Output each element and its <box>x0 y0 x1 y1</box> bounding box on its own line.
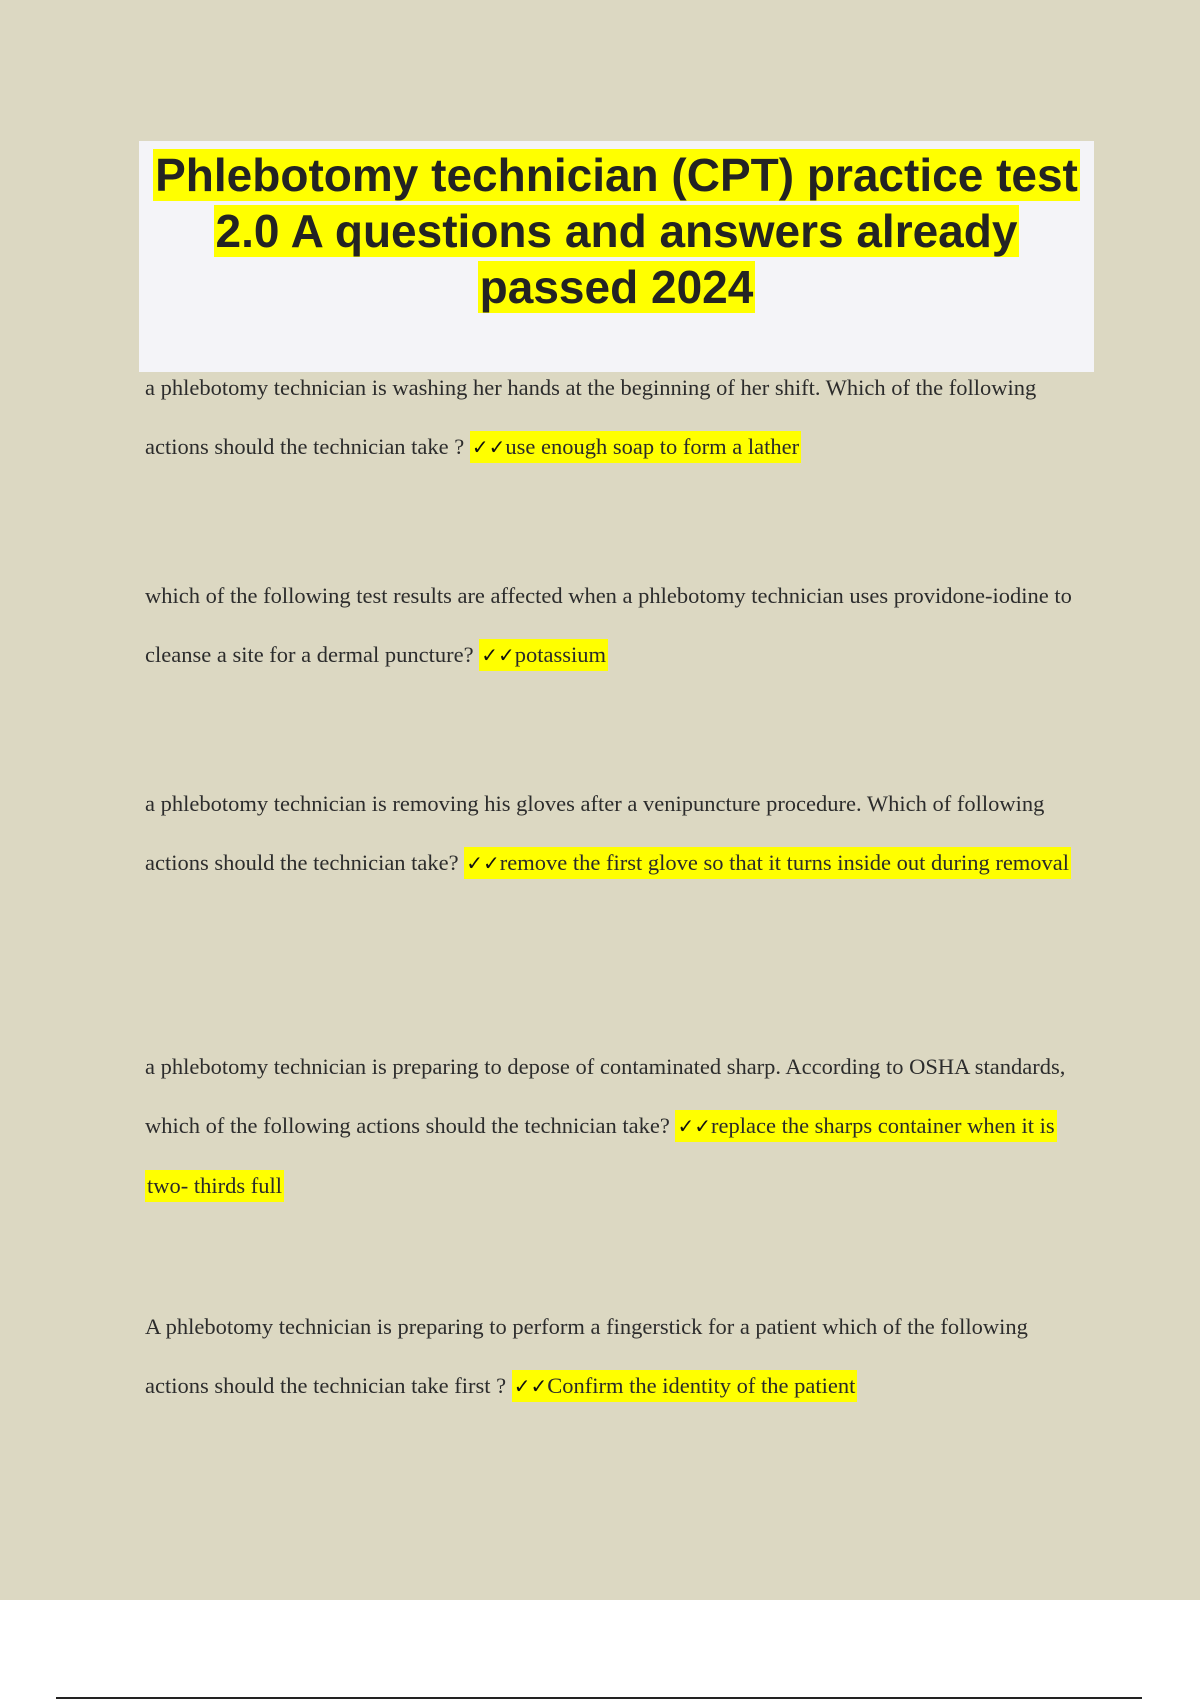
answer-highlight <box>464 847 1071 879</box>
answer-highlight <box>470 431 801 463</box>
double-check-icon: ✓✓ <box>677 1114 711 1138</box>
answer-highlight <box>479 639 608 671</box>
qa-item-1 <box>145 358 1095 477</box>
title-box <box>139 141 1094 372</box>
answer-text: Confirm the identity of the patient <box>547 1373 856 1398</box>
question-text: a phlebotomy technician is preparing to depose of contaminated sharp. According to OSHA standards, which of the following actions should the technician take? <box>145 1054 1066 1138</box>
title-highlight: Phlebotomy technician (CPT) practice test 2.0 A questions and answers already passed 2024 <box>155 149 1078 313</box>
footer-divider <box>56 1697 1142 1699</box>
qa-item-5 <box>145 1297 1095 1416</box>
answer-text: replace the sharps container when it is two- thirds full <box>147 1113 1055 1198</box>
double-check-icon: ✓✓ <box>471 435 506 459</box>
qa-item-4 <box>145 1037 1095 1215</box>
answer-text: potassium <box>514 642 606 667</box>
question-text: a phlebotomy technician is removing his gloves after a venipuncture procedure. Which of following actions should the technician take? <box>145 791 1045 875</box>
question-text: a phlebotomy technician is washing her hands at the beginning of her shift. Which of the following actions should the technician take ? <box>145 375 1037 459</box>
document-title <box>139 141 1094 315</box>
answer-text: remove the first glove so that it turns inside out during removal <box>499 850 1070 875</box>
qa-item-3 <box>145 774 1095 893</box>
double-check-icon: ✓✓ <box>466 851 500 875</box>
answer-highlight <box>512 1370 858 1402</box>
question-text: A phlebotomy technician is preparing to perform a fingerstick for a patient which of the following actions should the technician take first ? <box>145 1314 1028 1398</box>
double-check-icon: ✓✓ <box>481 643 515 667</box>
qa-item-2 <box>145 566 1095 685</box>
question-text: which of the following test results are affected when a phlebotomy technician uses providone-iodine to cleanse a site for a dermal puncture? <box>145 583 1072 667</box>
answer-text: use enough soap to form a lather <box>505 434 800 459</box>
double-check-icon: ✓✓ <box>513 1374 548 1398</box>
